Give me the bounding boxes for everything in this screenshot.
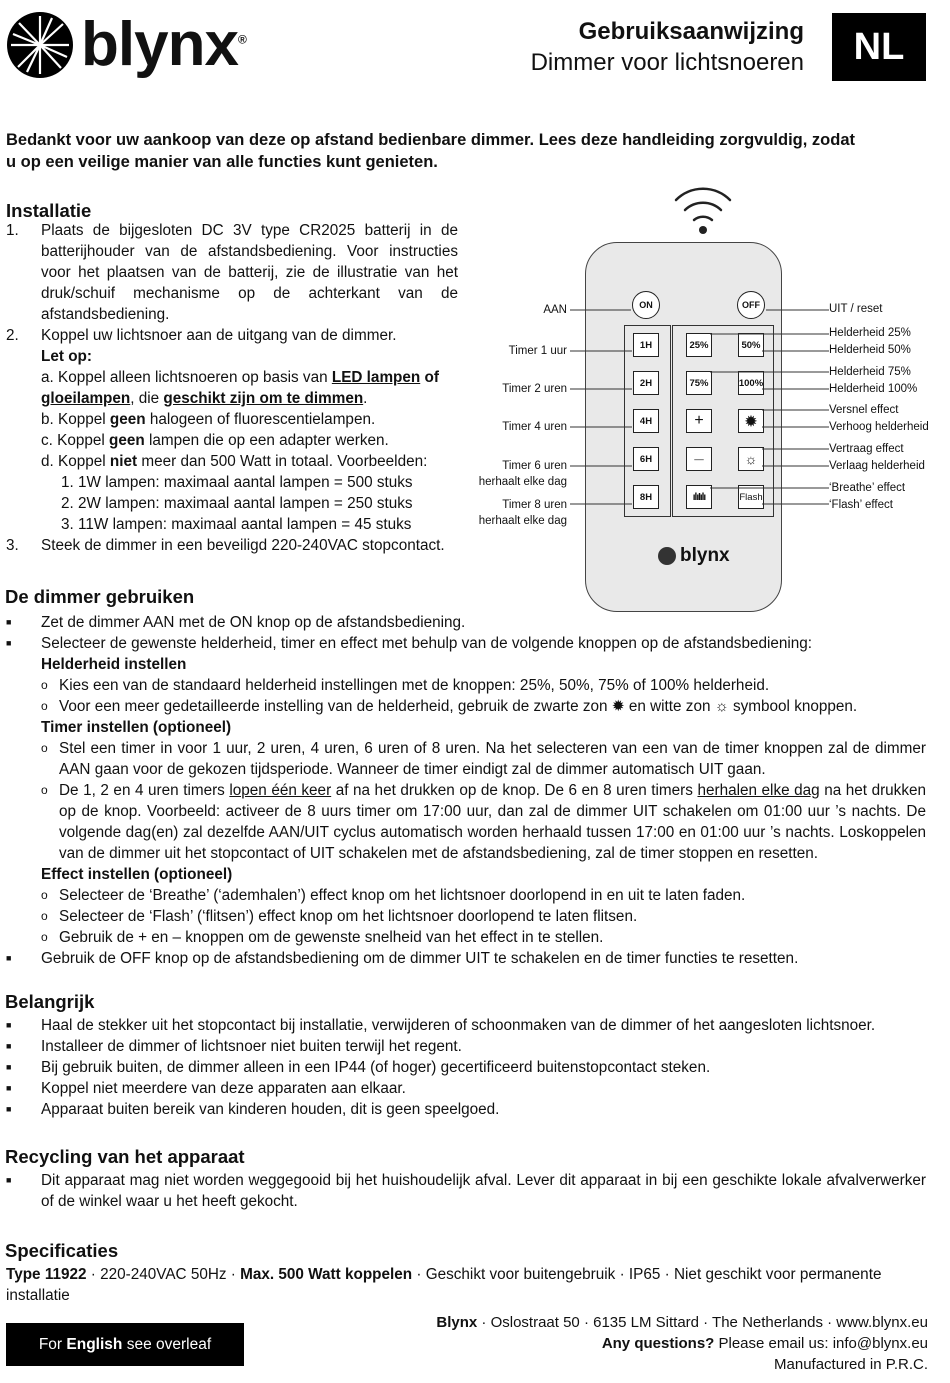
label-verlaag: Verlaag helderheid: [829, 460, 925, 472]
step-1: 1. Plaats de bijgesloten DC 3V type CR2025 batterij in de batterijhouder van de afstandsbediening. Voor instructies voor het plaatsen van de batterij, zie de illustratie van het druk/schuif mechanisme op de achterkant van de afstandsbediening.: [6, 222, 458, 323]
label-verhoog: Verhoog helderheid: [829, 421, 929, 433]
list-item: o Gebruik de + en – knoppen om de gewenste snelheid van het effect in te stellen.: [41, 929, 604, 946]
note-a: a. Koppel alleen lichtsnoeren op basis van LED lampen of gloeilampen, die geschikt zijn om te dimmen.: [41, 369, 439, 407]
footer-contact: Blynx · Oslostraat 50 · 6135 LM Sittard · The Netherlands · www.blynx.eu Any questions? Please email us: info@blynx.eu Manufactured in P.R.C.: [436, 1314, 928, 1373]
list-item: ■ Koppel niet meerdere van deze apparaten aan elkaar.: [6, 1080, 406, 1097]
black-sun-icon: ✹: [611, 698, 625, 715]
label-helderheid-25: Helderheid 25%: [829, 327, 911, 339]
example-1: 1. 1W lampen: maximaal aantal lampen = 500 stuks: [61, 474, 413, 491]
step-3: 3. Steek de dimmer in een beveiligd 220-240VAC stopcontact.: [6, 537, 445, 554]
heading-gebruiken: De dimmer gebruiken: [5, 586, 195, 607]
remote-brand: blynx: [658, 545, 730, 567]
off-button[interactable]: OFF: [737, 291, 765, 319]
blynx-star-icon: [5, 10, 75, 80]
brand-logo: [5, 10, 246, 80]
waveform-icon: ılıIılı: [692, 491, 706, 503]
black-sun-icon: ✹: [745, 412, 757, 429]
label-helderheid-50: Helderheid 50%: [829, 344, 911, 356]
label-vertraag: Vertraag effect: [829, 443, 904, 455]
list-item: ■ Gebruik de OFF knop op de afstandsbediening om de dimmer UIT te schakelen en de timer functies te resetten.: [6, 950, 799, 967]
english-overleaf-box: For English see overleaf: [6, 1323, 244, 1366]
minus-button[interactable]: —: [686, 447, 712, 471]
installatie-steps: [6, 220, 458, 556]
flash-button[interactable]: Flash: [738, 485, 764, 509]
list-item: ■ Haal de stekker uit het stopcontact bij installatie, verwijderen of schoonmaken van de dimmer of het aangesloten lichtsnoer.: [6, 1017, 876, 1034]
heading-specificaties: Specificaties: [5, 1240, 119, 1261]
list-item: ■ Bij gebruik buiten, de dimmer alleen in een IP44 (of hoger) gecertificeerd buitenstopcontact steken.: [6, 1059, 711, 1076]
example-3: 3. 11W lampen: maximaal aantal lampen = 45 stuks: [61, 516, 412, 533]
heading-belangrijk: Belangrijk: [5, 991, 95, 1012]
timer-4h-button[interactable]: 4H: [633, 409, 659, 433]
document-title: Gebruiksaanwijzing Dimmer voor lichtsnoeren: [530, 18, 804, 76]
label-breathe: ‘Breathe’ effect: [829, 482, 906, 494]
list-item: ■ Zet de dimmer AAN met de ON knop op de afstandsbediening.: [6, 614, 466, 631]
list-item: ■ Selecteer de gewenste helderheid, timer en effect met behulp van de volgende knoppen op de afstandsbediening:: [6, 635, 813, 652]
blynx-star-icon: [658, 547, 676, 565]
heading-recycling: Recycling van het apparaat: [5, 1146, 245, 1167]
language-badge: NL: [832, 13, 926, 81]
wifi-signal-icon: [668, 178, 738, 238]
label-helderheid-75: Helderheid 75%: [829, 366, 911, 378]
intro-text: Bedankt voor uw aankoop van deze op afstand bedienbare dimmer. Lees deze handleiding zorgvuldig, zodat u op een veilige manier van alle functies kunt genieten.: [6, 131, 855, 171]
brightness-25-button[interactable]: 25%: [686, 333, 712, 357]
timer-2h-button[interactable]: 2H: [633, 371, 659, 395]
note-b: b. Koppel geen halogeen of fluorescentielampen.: [41, 411, 376, 428]
on-button[interactable]: ON: [632, 291, 660, 319]
heading-installatie: Installatie: [6, 200, 92, 221]
list-item: o Stel een timer in voor 1 uur, 2 uren, 4 uren, 6 uren of 8 uren. Na het selecteren van een van de timer knoppen zal de dimmer AAN gaan voor de gekozen tijdsperiode. Wanneer de timer eindigt zal de dimmer automatisch UIT gaan.: [41, 740, 926, 778]
brightness-100-button[interactable]: 100%: [738, 371, 764, 395]
list-item: o Kies een van de standaard helderheid instellingen met de knoppen: 25%, 50%, 75% of 100% helderheid.: [41, 677, 770, 694]
label-versnel: Versnel effect: [829, 404, 899, 416]
brand-name: blynx®: [81, 10, 246, 79]
label-flash: ‘Flash’ effect: [829, 499, 893, 511]
white-sun-icon: ☼: [744, 451, 758, 467]
note-c: c. Koppel geen lampen die op een adapter werken.: [41, 432, 389, 449]
brightness-75-button[interactable]: 75%: [686, 371, 712, 395]
subheading-effect: Effect instellen (optioneel): [41, 866, 233, 883]
list-item: o Voor een meer gedetailleerde instelling van de helderheid, gebruik de zwarte zon ✹ en witte zon ☼ symbool knoppen.: [41, 698, 858, 715]
step-2: 2. Koppel uw lichtsnoer aan de uitgang van de dimmer.: [6, 327, 397, 344]
label-timer-8: Timer 8 uren herhaalt elke dag: [478, 499, 567, 527]
timer-1h-button[interactable]: 1H: [633, 333, 659, 357]
timer-6h-button[interactable]: 6H: [633, 447, 659, 471]
label-timer-6: Timer 6 uren herhaalt elke dag: [478, 460, 567, 488]
list-item: o De 1, 2 en 4 uren timers lopen één keer af na het drukken op de knop. De 6 en 8 uren timers herhalen elke dag na het drukken op de knop. Voorbeeld: activeer de 8 uurs timer om 17:00 uur, dan zal de dimmer UIT schakelen om 01:00 uur ’s nachts. De volgende dag(en) zal dezelfde AAN/UIT cyclus automatisch worden herhaald tussen 17:00 en 01:00 uur ’s nachts. Loskoppelen van de dimmer uit het stopcontact of UIT schakelen met de afstandsbediening, zal de timer stoppen en resetten.: [41, 782, 926, 862]
example-2: 2. 2W lampen: maximaal aantal lampen = 250 stuks: [61, 495, 413, 512]
list-item: ■ Installeer de dimmer of lichtsnoer niet buiten terwijl het regent.: [6, 1038, 462, 1055]
list-item: ■ Dit apparaat mag niet worden weggegooid bij het huishoudelijk afval. Lever dit apparaat in bij een geschikte lokale afvalverwerker of de winkel waar u het heeft gekocht.: [6, 1172, 926, 1210]
subheading-timer: Timer instellen (optioneel): [41, 719, 232, 736]
label-timer-4: Timer 4 uren: [502, 421, 567, 433]
label-timer-2: Timer 2 uren: [502, 383, 567, 395]
timer-8h-button[interactable]: 8H: [633, 485, 659, 509]
let-op: Let op:: [41, 348, 92, 365]
note-d: d. Koppel niet meer dan 500 Watt in totaal. Voorbeelden:: [41, 453, 428, 470]
list-item: o Selecteer de ‘Flash’ (‘flitsen’) effect knop om het lichtsnoer doorlopend te laten flitsen.: [41, 908, 638, 925]
important-list: [6, 1015, 926, 1120]
brightness-50-button[interactable]: 50%: [738, 333, 764, 357]
white-sun-icon: ☼: [714, 698, 729, 715]
label-timer-1: Timer 1 uur: [508, 345, 567, 357]
label-uit-reset: UIT / reset: [829, 303, 883, 315]
recycling-text: [6, 1170, 926, 1212]
subheading-helderheid: Helderheid instellen: [41, 656, 187, 673]
list-item: ■ Apparaat buiten bereik van kinderen houden, dit is geen speelgoed.: [6, 1101, 500, 1118]
list-item: o Selecteer de ‘Breathe’ (‘ademhalen’) effect knop om het lichtsnoer doorlopend in en uit te laten faden.: [41, 887, 746, 904]
label-aan: AAN: [543, 304, 567, 316]
label-helderheid-100: Helderheid 100%: [829, 383, 918, 395]
label-pointer-lines: [570, 300, 830, 520]
specifications-text: Type 11922 · 220-240VAC 50Hz · Max. 500 Watt koppelen · Geschikt voor buitengebruik · IP65 · Niet geschikt voor permanente installatie: [6, 1266, 882, 1304]
usage-list: [6, 612, 926, 969]
plus-button[interactable]: +: [686, 409, 712, 433]
